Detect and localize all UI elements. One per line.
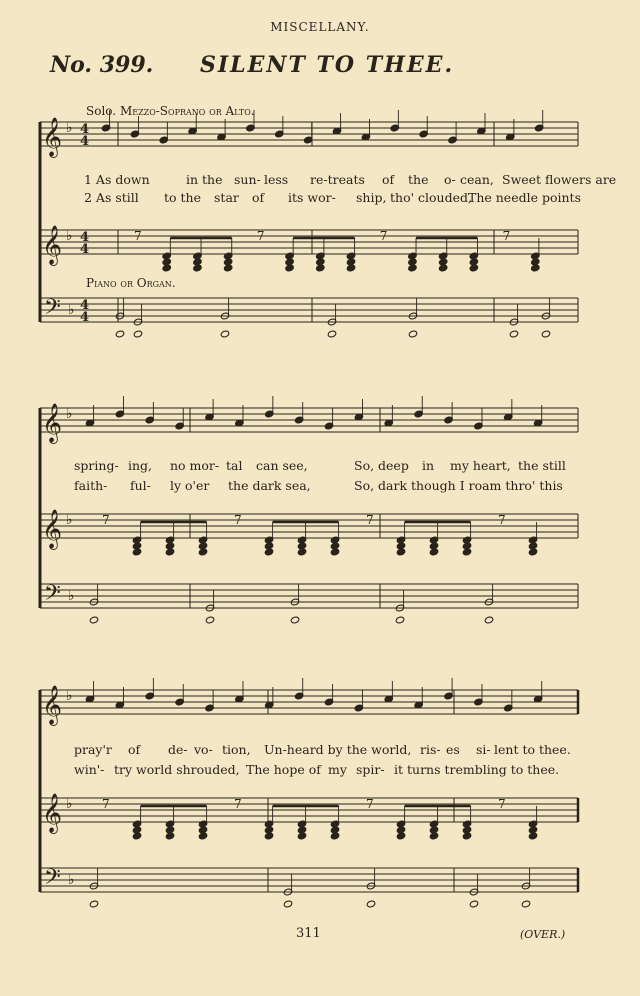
time-signature: 4 [80,310,90,325]
note-head [264,548,273,556]
note-head [330,548,339,556]
flat-sign: ♭ [68,872,75,888]
note-head [528,548,537,556]
lyric-word: my heart, [450,458,511,473]
lyric-word: win'- [74,762,105,777]
rest: 7 [234,513,242,527]
bass-clef: 𝄢 [44,581,61,611]
rest: 7 [102,797,110,811]
time-signature: 4 [80,242,90,257]
note-head [198,548,207,556]
note-head [330,832,339,840]
lyric-word: ship, [356,190,387,205]
note-head [531,264,540,272]
rest: 7 [379,229,388,243]
lyric-word: of [252,190,265,205]
lyric-word: So, dark though I roam thro' this [354,478,563,493]
note-head [198,832,207,840]
flat-sign: ♭ [68,302,75,318]
lyric-word: o- [444,172,456,187]
rest: 7 [366,513,374,527]
note-head [193,264,202,272]
note-head [264,832,273,840]
lyric-word: my [328,762,347,777]
lyric-word: in [422,458,435,473]
time-signature: 4 [80,122,90,137]
note-head [541,330,550,338]
treble-clef: 𝄞 [42,509,63,549]
note-head [528,832,537,840]
note-head [462,832,471,840]
lyric-word: sun- [234,172,261,187]
flat-sign: ♭ [66,796,73,812]
lyric-word: tho' clouded, [390,190,472,205]
lyric-word: of [128,742,141,757]
lyric-word: 2 As still [84,190,139,205]
lyric-word: faith- [74,478,108,493]
note-head [165,548,174,556]
flat-sign: ♭ [66,120,73,136]
lyric-word: star [214,190,239,205]
note-head [509,330,518,338]
note-head [396,832,405,840]
treble-clef: 𝄞 [42,117,63,157]
rest: 7 [502,229,511,243]
note-head [220,330,229,338]
lyric-word: re-treats [310,172,365,187]
lyric-word: to the [164,190,201,205]
treble-clef: 𝄞 [42,403,63,443]
lyric-word: Sweet flowers are [502,172,617,187]
note-head [165,832,174,840]
note-head [346,264,355,272]
lyric-word: vo- [194,742,213,757]
lyric-word: es [446,742,460,757]
lyric-word: can see, [256,458,308,473]
lyric-word: de- [168,742,188,757]
note-head [162,264,171,272]
note-head [395,616,404,624]
lyric-word: ly o'er [170,478,210,493]
lyric-word: the dark sea, [228,478,311,493]
lyric-word: pray'r [74,742,112,757]
note-head [285,264,294,272]
rest: 7 [134,229,142,243]
flat-sign: ♭ [66,512,73,528]
lyric-word: of [382,172,395,187]
note-head [327,330,336,338]
note-head [290,616,299,624]
bass-clef: 𝄢 [44,865,61,895]
time-signature: 4 [80,134,90,149]
note-head [521,900,530,908]
lyric-word: tion, [222,742,251,757]
note-head [89,616,98,624]
flat-sign: ♭ [66,688,73,704]
note-head [316,264,325,272]
note-head [366,900,375,908]
page-number: 311 [296,926,321,941]
treble-clef: 𝄞 [42,225,63,265]
note-head [469,900,478,908]
lyric-word: tal [226,458,243,473]
note-head [133,330,142,338]
lyric-word: Un-heard by the world, [264,742,412,757]
lyric-word: cean, [460,172,494,187]
rest: 7 [498,797,506,811]
lyric-word: no mor- [170,458,220,473]
note-head [462,548,471,556]
time-signature: 4 [80,230,90,245]
note-head [469,264,478,272]
lyric-word: it turns trembling to thee. [394,762,560,777]
note-head [89,900,98,908]
hymn-title: SILENT TO THEE. [200,52,455,78]
rest: 7 [102,513,110,527]
note-head [205,616,214,624]
note-head [408,264,417,272]
lyric-word: its wor- [288,190,336,205]
treble-clef: 𝄞 [42,793,63,833]
voice-part-label: Mezzo-Soprano or Alto. [119,104,255,118]
note-head [297,832,306,840]
note-head [408,330,417,338]
lyric-word: si- [476,742,491,757]
note-head [132,832,141,840]
lyric-word: try world shrouded, [114,762,240,777]
flat-sign: ♭ [68,588,75,604]
lyric-word: 1 As down [84,172,150,187]
rest: 7 [498,513,506,527]
lyric-word: in the [186,172,223,187]
treble-clef: 𝄞 [42,685,63,725]
rest: 7 [366,797,374,811]
note-head [429,832,438,840]
piano-label: Piano or Organ. [86,276,176,290]
lyric-word: less [264,172,289,187]
lyric-word: So, deep [354,458,409,473]
note-head [429,548,438,556]
hymn-number: No. 399. [50,52,154,78]
section-header: MISCELLANY. [270,20,370,34]
lyric-word: ing, [128,458,153,473]
lyric-word: spring- [74,458,119,473]
continuation-note: (OVER.) [520,928,566,941]
lyric-word: The needle points [468,190,581,205]
note-head [115,330,124,338]
rest: 7 [256,229,265,243]
bass-clef: 𝄢 [44,295,61,325]
flat-sign: ♭ [66,228,73,244]
solo-label: Solo. [86,104,117,118]
rest: 7 [234,797,242,811]
lyric-word: The hope of [246,762,321,777]
lyric-word: the still [518,458,566,473]
note-head [484,616,493,624]
note-head [283,900,292,908]
time-signature: 4 [80,298,90,313]
lyric-word: the [408,172,429,187]
note-head [223,264,232,272]
note-head [297,548,306,556]
lyric-word: ful- [130,478,151,493]
note-head [396,548,405,556]
lyric-word: ris- [420,742,441,757]
flat-sign: ♭ [66,406,73,422]
lyric-word: spir- [356,762,385,777]
note-head [438,264,447,272]
lyric-word: lent to thee. [494,742,571,757]
note-head [132,548,141,556]
